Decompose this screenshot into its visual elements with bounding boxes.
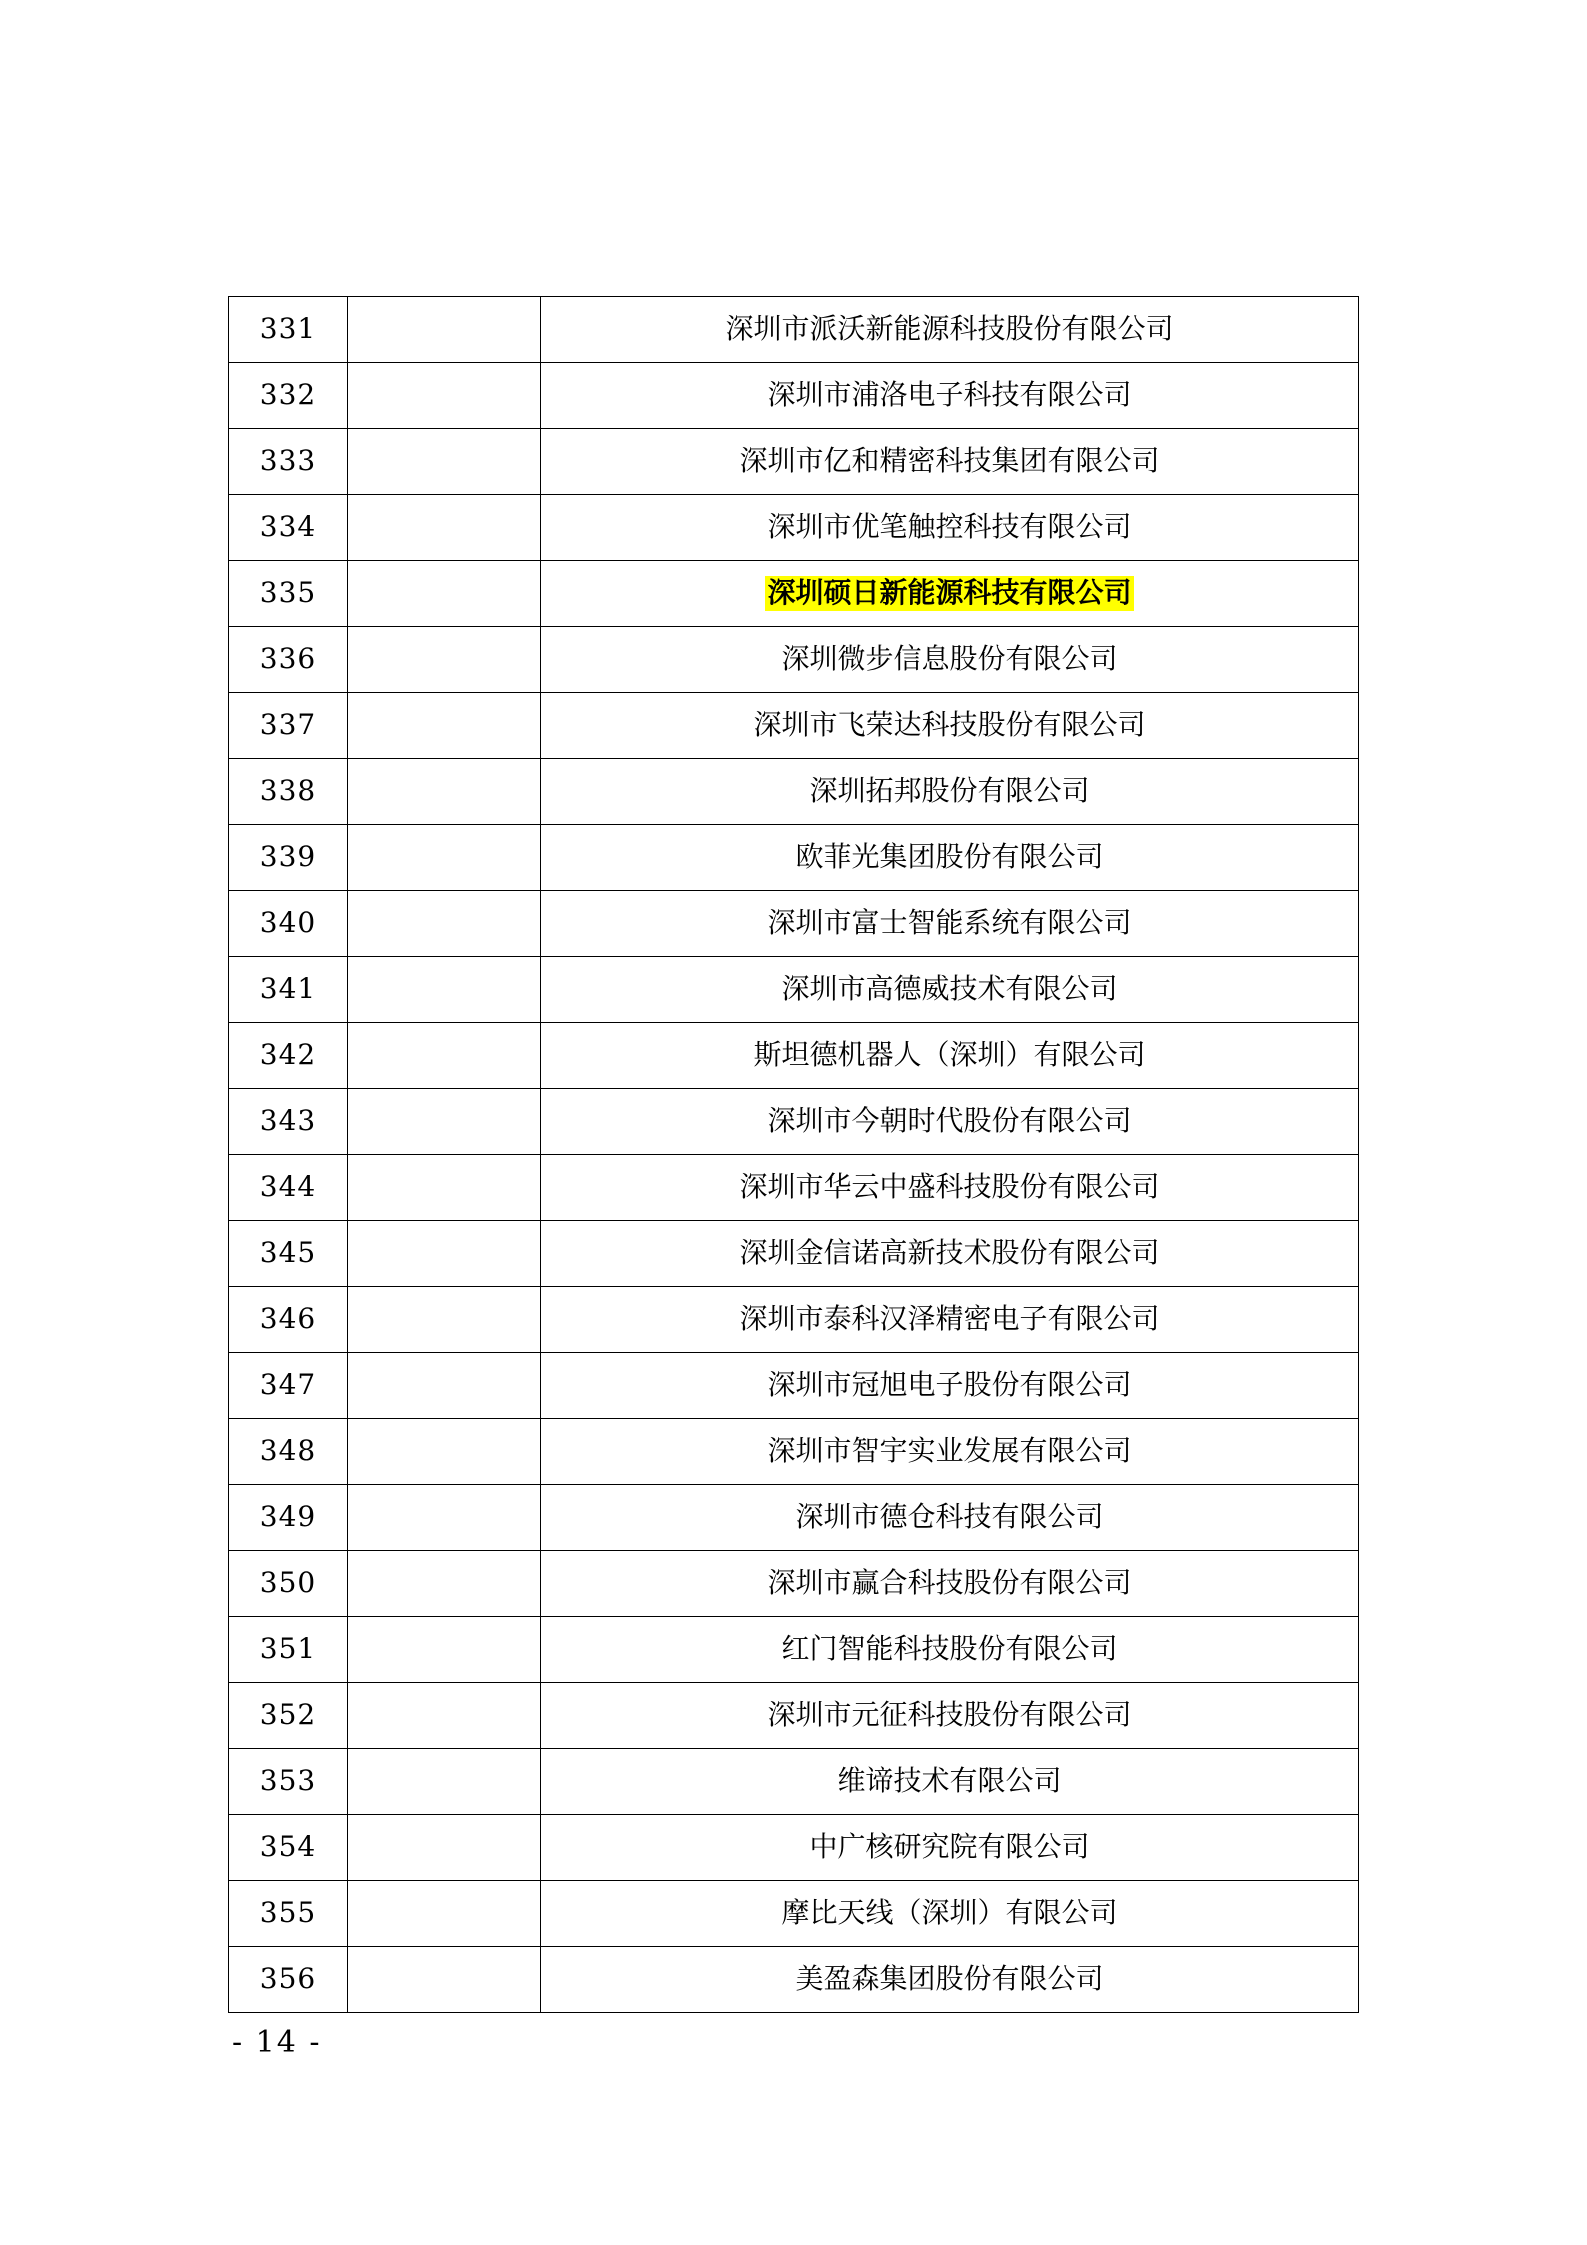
row-blank-cell — [348, 1947, 541, 2013]
company-name-cell — [541, 1155, 1359, 1221]
row-blank-cell — [348, 759, 541, 825]
row-blank-cell — [348, 1287, 541, 1353]
company-name-cell — [541, 363, 1359, 429]
company-name: 深圳市派沃新能源科技股份有限公司 — [725, 312, 1174, 346]
company-name-cell — [541, 429, 1359, 495]
table-row — [229, 1815, 1359, 1881]
row-index-cell: 335 — [229, 561, 348, 627]
company-name: 深圳市浦洛电子科技有限公司 — [767, 378, 1132, 412]
row-blank-cell — [348, 1155, 541, 1221]
table-row — [229, 561, 1359, 627]
company-name-cell — [541, 693, 1359, 759]
company-name-cell — [541, 1551, 1359, 1617]
company-name-cell — [541, 495, 1359, 561]
company-name: 深圳市亿和精密科技集团有限公司 — [739, 444, 1160, 478]
table-row — [229, 627, 1359, 693]
table-row — [229, 759, 1359, 825]
row-index-cell: 341 — [229, 957, 348, 1023]
table-body — [229, 297, 1359, 2013]
row-blank-cell — [348, 1815, 541, 1881]
highlighted-company-name: 深圳硕日新能源科技有限公司 — [767, 576, 1132, 610]
table-row — [229, 1683, 1359, 1749]
row-blank-cell — [348, 891, 541, 957]
company-name-cell — [541, 1353, 1359, 1419]
row-index-cell: 336 — [229, 627, 348, 693]
row-blank-cell — [348, 1551, 541, 1617]
company-name-cell — [541, 1221, 1359, 1287]
table-row — [229, 1881, 1359, 1947]
row-blank-cell — [348, 561, 541, 627]
table-row — [229, 1749, 1359, 1815]
table-row — [229, 1023, 1359, 1089]
company-name: 深圳市赢合科技股份有限公司 — [767, 1566, 1132, 1600]
company-name-cell — [541, 759, 1359, 825]
company-name: 深圳市智宇实业发展有限公司 — [767, 1434, 1132, 1468]
table-row — [229, 957, 1359, 1023]
company-name: 摩比天线（深圳）有限公司 — [781, 1896, 1118, 1930]
table-row — [229, 1221, 1359, 1287]
company-name: 深圳市冠旭电子股份有限公司 — [767, 1368, 1132, 1402]
company-name: 欧菲光集团股份有限公司 — [795, 840, 1104, 874]
row-index-cell: 339 — [229, 825, 348, 891]
table-row — [229, 1287, 1359, 1353]
company-name: 深圳市今朝时代股份有限公司 — [767, 1104, 1132, 1138]
row-index-cell: 348 — [229, 1419, 348, 1485]
table-row — [229, 693, 1359, 759]
company-name: 深圳金信诺高新技术股份有限公司 — [739, 1236, 1160, 1270]
row-blank-cell — [348, 1353, 541, 1419]
row-index-cell: 332 — [229, 363, 348, 429]
company-name: 深圳拓邦股份有限公司 — [809, 774, 1090, 808]
table-row — [229, 1353, 1359, 1419]
company-name-cell — [541, 1089, 1359, 1155]
company-name: 美盈森集团股份有限公司 — [795, 1962, 1104, 1996]
table-row — [229, 891, 1359, 957]
row-index-cell: 350 — [229, 1551, 348, 1617]
row-index-cell: 337 — [229, 693, 348, 759]
row-index-cell: 352 — [229, 1683, 348, 1749]
company-name-cell — [541, 1947, 1359, 2013]
row-index-cell: 354 — [229, 1815, 348, 1881]
company-name: 深圳市泰科汉泽精密电子有限公司 — [739, 1302, 1160, 1336]
company-name: 维谛技术有限公司 — [837, 1764, 1062, 1798]
row-blank-cell — [348, 957, 541, 1023]
table-row — [229, 1485, 1359, 1551]
company-name: 深圳市华云中盛科技股份有限公司 — [739, 1170, 1160, 1204]
company-name: 深圳市元征科技股份有限公司 — [767, 1698, 1132, 1732]
company-name: 深圳市飞荣达科技股份有限公司 — [753, 708, 1146, 742]
company-name: 深圳微步信息股份有限公司 — [781, 642, 1118, 676]
row-blank-cell — [348, 1485, 541, 1551]
company-name-cell — [541, 1287, 1359, 1353]
table-row — [229, 363, 1359, 429]
company-name-cell — [541, 957, 1359, 1023]
row-blank-cell — [348, 693, 541, 759]
company-name-cell — [541, 825, 1359, 891]
table-row — [229, 1617, 1359, 1683]
row-blank-cell — [348, 627, 541, 693]
company-name-cell — [541, 1815, 1359, 1881]
company-name-cell — [541, 627, 1359, 693]
row-blank-cell — [348, 1881, 541, 1947]
row-index-cell: 345 — [229, 1221, 348, 1287]
company-name-cell — [541, 1419, 1359, 1485]
row-index-cell: 333 — [229, 429, 348, 495]
row-index-cell: 346 — [229, 1287, 348, 1353]
table-row — [229, 1155, 1359, 1221]
row-index-cell: 347 — [229, 1353, 348, 1419]
row-blank-cell — [348, 495, 541, 561]
row-index-cell: 351 — [229, 1617, 348, 1683]
row-blank-cell — [348, 1683, 541, 1749]
company-list-table — [228, 296, 1359, 2013]
row-index-cell: 338 — [229, 759, 348, 825]
company-name: 深圳市德仓科技有限公司 — [795, 1500, 1104, 1534]
row-index-cell: 343 — [229, 1089, 348, 1155]
company-name: 深圳市富士智能系统有限公司 — [767, 906, 1132, 940]
company-name: 深圳市高德威技术有限公司 — [781, 972, 1118, 1006]
row-index-cell: 340 — [229, 891, 348, 957]
company-name-cell — [541, 1617, 1359, 1683]
table-row — [229, 1089, 1359, 1155]
table-row — [229, 1551, 1359, 1617]
company-name: 中广核研究院有限公司 — [809, 1830, 1090, 1864]
company-name-cell — [541, 1881, 1359, 1947]
row-blank-cell — [348, 1617, 541, 1683]
company-name: 斯坦德机器人（深圳）有限公司 — [753, 1038, 1146, 1072]
row-index-cell: 356 — [229, 1947, 348, 2013]
company-name-cell — [541, 561, 1359, 627]
company-name: 深圳市优笔触控科技有限公司 — [767, 510, 1132, 544]
table-row — [229, 1947, 1359, 2013]
company-name-cell — [541, 297, 1359, 363]
row-index-cell: 344 — [229, 1155, 348, 1221]
table-row — [229, 825, 1359, 891]
table-row — [229, 1419, 1359, 1485]
row-blank-cell — [348, 297, 541, 363]
table-row — [229, 429, 1359, 495]
row-index-cell: 355 — [229, 1881, 348, 1947]
row-blank-cell — [348, 1023, 541, 1089]
row-blank-cell — [348, 1221, 541, 1287]
row-blank-cell — [348, 363, 541, 429]
row-index-cell: 331 — [229, 297, 348, 363]
row-index-cell: 342 — [229, 1023, 348, 1089]
row-index-cell: 353 — [229, 1749, 348, 1815]
row-blank-cell — [348, 825, 541, 891]
company-name-cell — [541, 1485, 1359, 1551]
row-blank-cell — [348, 1419, 541, 1485]
row-index-cell: 349 — [229, 1485, 348, 1551]
row-index-cell: 334 — [229, 495, 348, 561]
row-blank-cell — [348, 1089, 541, 1155]
company-name-cell — [541, 891, 1359, 957]
company-name: 红门智能科技股份有限公司 — [781, 1632, 1118, 1666]
company-name-cell — [541, 1749, 1359, 1815]
company-name-cell — [541, 1683, 1359, 1749]
page-number: - 14 - — [232, 2025, 322, 2060]
row-blank-cell — [348, 1749, 541, 1815]
table-row — [229, 495, 1359, 561]
row-blank-cell — [348, 429, 541, 495]
table-row — [229, 297, 1359, 363]
company-name-cell — [541, 1023, 1359, 1089]
